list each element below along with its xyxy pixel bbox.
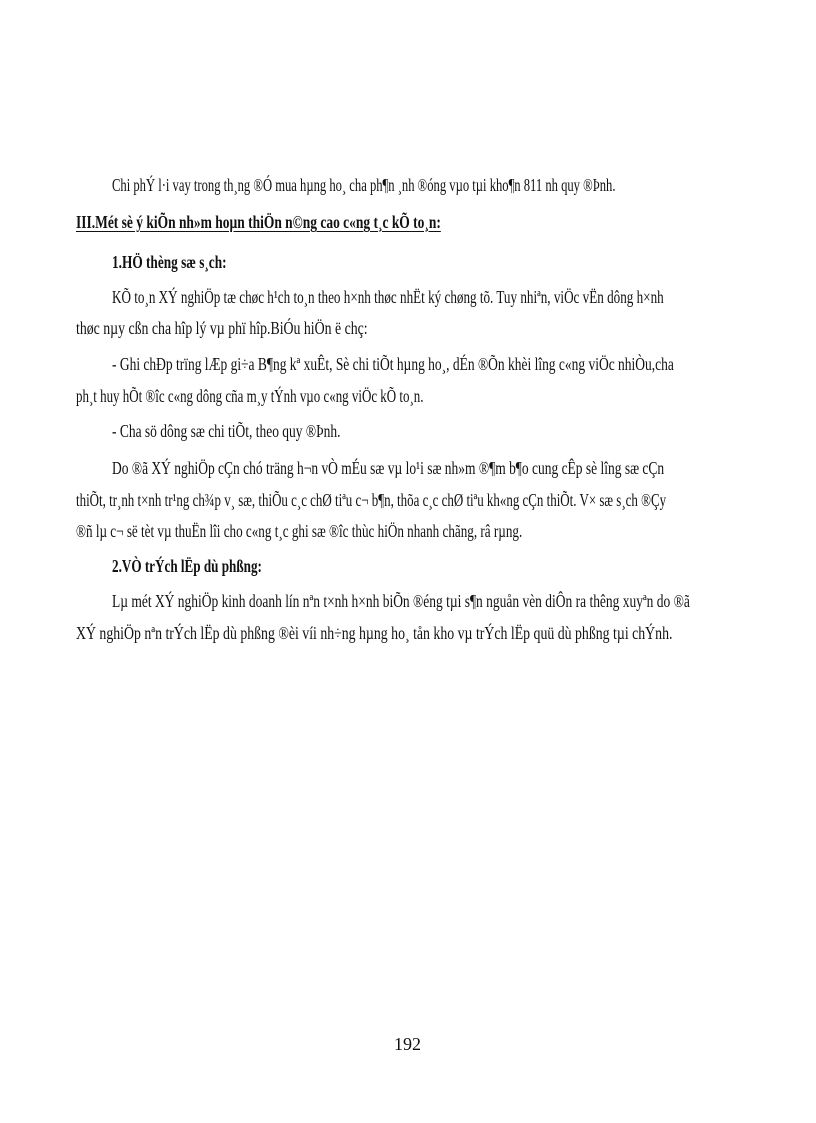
- text-line-11: ®ñ lµ c¬ së tèt vµ thuËn lîi cho c«ng t¸c ghi sæ ®îc thùc hiÖn nhanh chãng, râ rµng.: [76, 521, 523, 541]
- subheading-1: 1.HÖ thèng sæ s¸ch:: [112, 252, 227, 272]
- text-line-5: thøc nµy cßn cha hîp lý vµ phï hîp.BiÓu hiÖn ë chç:: [76, 318, 368, 338]
- section-heading-iii: III.Mét sè ý kiÕn nh»m hoµn thiÖn n©ng cao c«ng t¸c kÕ to¸n:: [76, 212, 441, 232]
- text-line-10: thiÕt, tr¸nh t×nh tr¹ng ch¾p v¸ sæ, thiÕu c¸c chØ tiªu c¬ b¶n, thõa c¸c chØ tiªu kh«ng cÇn thiÕt. V× sæ s¸ch ®Çy: [76, 490, 667, 510]
- text-line-7: ph¸t huy hÕt ®îc c«ng dông cña m¸y tÝnh vµo c«ng viÖc kÕ to¸n.: [76, 386, 424, 406]
- text-line-1: Chi phÝ l·i vay trong th¸ng ®Ó mua hµng ho¸ cha ph¶n ¸nh ®óng vµo tµi kho¶n 811 nh quy ®Þnh.: [112, 175, 616, 195]
- text-line-4: KÕ to¸n XÝ nghiÖp tæ chøc h¹ch to¸n theo h×nh thøc nhËt ký chøng tõ. Tuy nhiªn, viÖc vËn dông h×nh: [112, 287, 664, 307]
- text-line-8: - Cha sö dông sæ chi tiÕt, theo quy ®Þnh.: [112, 421, 341, 441]
- text-line-14: XÝ nghiÖp nªn trÝch lËp dù phßng ®èi víi nh÷ng hµng ho¸ tån kho vµ trÝch lËp quü dù phßng tµi chÝnh.: [76, 623, 673, 643]
- page-number: 192: [394, 1034, 421, 1054]
- text-line-6: - Ghi chÐp trïng lÆp gi÷a B¶ng kª xuÊt, Sè chi tiÕt hµng ho¸, dÉn ®Õn khèi lîng c«ng viÖc nhiÒu,cha: [112, 354, 674, 374]
- text-line-9: Do ®ã XÝ nghiÖp cÇn chó träng h¬n vÒ mÉu sæ vµ lo¹i sæ nh»m ®¶m b¶o cung cÊp sè lîng sæ cÇn: [112, 458, 665, 478]
- text-line-13: Lµ mét XÝ nghiÖp kinh doanh lín nªn t×nh h×nh biÕn ®éng tµi s¶n nguån vèn diÔn ra thêng xuyªn do ®ã: [112, 591, 690, 611]
- subheading-2: 2.VÒ trÝch lËp dù phßng:: [112, 556, 262, 576]
